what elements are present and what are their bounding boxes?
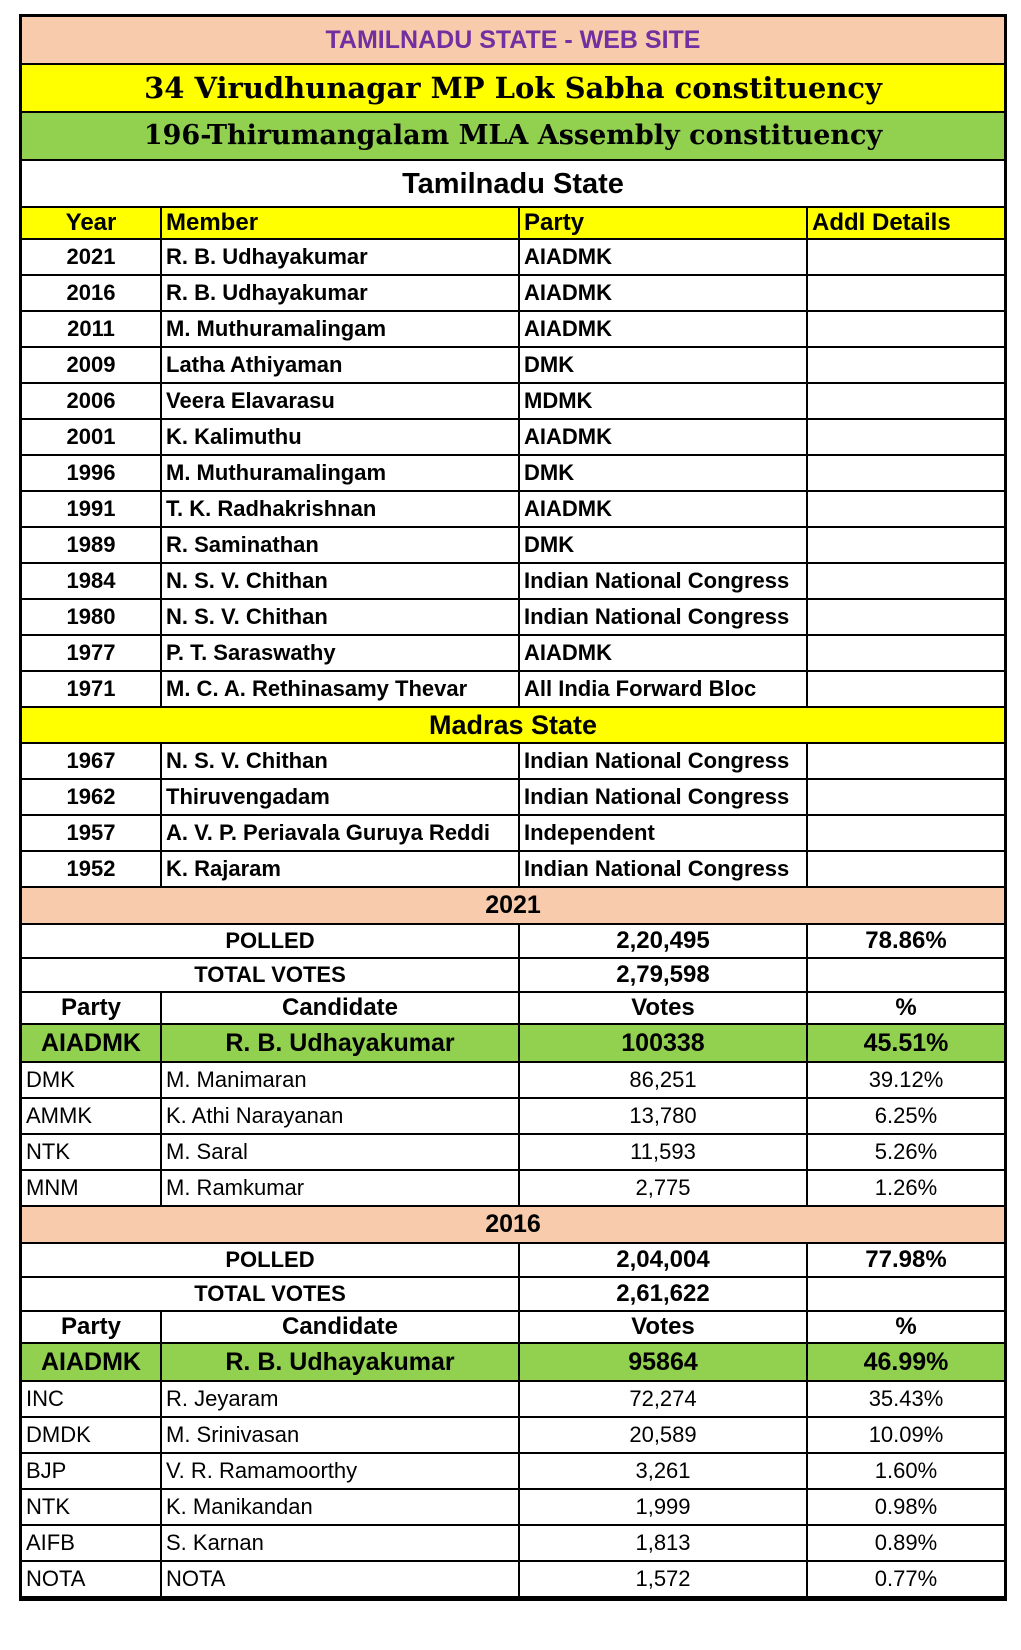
member-name: A. V. P. Periavala Guruya Reddi [161,815,519,851]
member-row [22,815,1004,851]
candidate-row [22,1525,1004,1561]
candidate-row [22,1417,1004,1453]
total-votes-row [22,958,1004,992]
member-details [807,527,1004,563]
candidate-name: NOTA [161,1561,519,1597]
candidate-party: INC [22,1381,161,1417]
mp-constituency-title: 34 Virudhunagar MP Lok Sabha constituency [22,65,1004,113]
member-details [807,311,1004,347]
percent-header: % [807,1311,1004,1343]
member-row [22,563,1004,599]
member-party: DMK [519,455,807,491]
member-row [22,239,1004,275]
party-column-header: Party [519,208,807,239]
member-name: R. B. Udhayakumar [161,239,519,275]
candidate-row [22,1381,1004,1417]
candidate-name: V. R. Ramamoorthy [161,1453,519,1489]
candidate-row [22,1561,1004,1597]
member-year: 1971 [22,671,161,707]
member-year: 2009 [22,347,161,383]
constituency-sheet [19,14,1007,1601]
member-party: DMK [519,527,807,563]
candidate-percent: 1.60% [807,1453,1004,1489]
member-details [807,275,1004,311]
member-details [807,779,1004,815]
candidate-votes: 1,999 [519,1489,807,1525]
candidate-name: K. Athi Narayanan [161,1098,519,1134]
member-party: AIADMK [519,419,807,455]
candidate-votes: 11,593 [519,1134,807,1170]
members-table [22,208,1004,888]
member-year: 2021 [22,239,161,275]
candidate-party: DMDK [22,1417,161,1453]
candidate-header: Candidate [161,992,519,1024]
member-year: 1996 [22,455,161,491]
candidate-name: S. Karnan [161,1525,519,1561]
candidate-name: K. Manikandan [161,1489,519,1525]
member-party: Indian National Congress [519,563,807,599]
member-party: All India Forward Bloc [519,671,807,707]
member-year: 2011 [22,311,161,347]
winner-percent: 45.51% [807,1024,1004,1062]
member-name: M. Muthuramalingam [161,455,519,491]
result-year-row [22,888,1004,924]
member-column-header: Member [161,208,519,239]
member-party: Independent [519,815,807,851]
result-year-row [22,1207,1004,1243]
member-party: DMK [519,347,807,383]
member-party: Indian National Congress [519,779,807,815]
result-header-row [22,992,1004,1024]
member-name: T. K. Radhakrishnan [161,491,519,527]
candidate-votes: 3,261 [519,1453,807,1489]
member-details [807,635,1004,671]
candidate-percent: 1.26% [807,1170,1004,1206]
member-year: 1962 [22,779,161,815]
candidate-votes: 20,589 [519,1417,807,1453]
member-name: M. Muthuramalingam [161,311,519,347]
percent-header: % [807,992,1004,1024]
candidate-header: Candidate [161,1311,519,1343]
candidate-percent: 5.26% [807,1134,1004,1170]
total-votes-label: TOTAL VOTES [22,1277,519,1311]
member-party: Indian National Congress [519,851,807,887]
members-header-row [22,208,1004,239]
candidate-party: DMK [22,1062,161,1098]
polled-percent: 77.98% [807,1243,1004,1277]
member-party: Indian National Congress [519,743,807,779]
candidate-row [22,1170,1004,1206]
result-header-row [22,1311,1004,1343]
winner-row [22,1343,1004,1381]
member-row [22,383,1004,419]
candidate-percent: 6.25% [807,1098,1004,1134]
member-name: K. Kalimuthu [161,419,519,455]
member-row [22,779,1004,815]
candidate-row [22,1489,1004,1525]
member-name: R. Saminathan [161,527,519,563]
member-year: 2006 [22,383,161,419]
site-title: TAMILNADU STATE - WEB SITE [22,17,1004,65]
winner-candidate: R. B. Udhayakumar [161,1024,519,1062]
polled-value: 2,04,004 [519,1243,807,1277]
member-row [22,851,1004,887]
member-party: AIADMK [519,239,807,275]
winner-percent: 46.99% [807,1343,1004,1381]
total-votes-row [22,1277,1004,1311]
winner-row [22,1024,1004,1062]
total-votes-percent [807,1277,1004,1311]
member-year: 2001 [22,419,161,455]
candidate-percent: 0.98% [807,1489,1004,1525]
member-details [807,743,1004,779]
winner-candidate: R. B. Udhayakumar [161,1343,519,1381]
member-name: N. S. V. Chithan [161,599,519,635]
candidate-percent: 10.09% [807,1417,1004,1453]
member-details [807,815,1004,851]
member-row [22,455,1004,491]
candidate-row [22,1062,1004,1098]
member-details [807,563,1004,599]
candidate-row [22,1453,1004,1489]
candidate-party: AMMK [22,1098,161,1134]
candidate-party: NOTA [22,1561,161,1597]
winner-party: AIADMK [22,1024,161,1062]
member-row [22,347,1004,383]
candidate-party: MNM [22,1170,161,1206]
winner-votes: 95864 [519,1343,807,1381]
member-party: Indian National Congress [519,599,807,635]
party-header: Party [22,992,161,1024]
member-name: Veera Elavarasu [161,383,519,419]
candidate-percent: 39.12% [807,1062,1004,1098]
polled-row [22,1243,1004,1277]
votes-header: Votes [519,1311,807,1343]
election-result-table [22,1207,1004,1598]
total-votes-value: 2,79,598 [519,958,807,992]
party-header: Party [22,1311,161,1343]
member-details [807,491,1004,527]
member-name: N. S. V. Chithan [161,563,519,599]
member-year: 1977 [22,635,161,671]
madras-state-heading: Madras State [22,707,1004,743]
total-votes-label: TOTAL VOTES [22,958,519,992]
member-party: MDMK [519,383,807,419]
state-heading: Tamilnadu State [22,161,1004,208]
votes-header: Votes [519,992,807,1024]
member-name: Thiruvengadam [161,779,519,815]
member-name: P. T. Saraswathy [161,635,519,671]
candidate-votes: 72,274 [519,1381,807,1417]
member-year: 1984 [22,563,161,599]
member-row [22,635,1004,671]
candidate-votes: 13,780 [519,1098,807,1134]
candidate-name: R. Jeyaram [161,1381,519,1417]
total-votes-percent [807,958,1004,992]
member-row [22,311,1004,347]
candidate-party: BJP [22,1453,161,1489]
candidate-party: NTK [22,1134,161,1170]
member-details [807,599,1004,635]
member-year: 1957 [22,815,161,851]
result-year: 2016 [22,1207,1004,1243]
member-row [22,671,1004,707]
member-details [807,347,1004,383]
election-result-table [22,888,1004,1207]
member-name: N. S. V. Chithan [161,743,519,779]
candidate-party: NTK [22,1489,161,1525]
result-year: 2021 [22,888,1004,924]
member-name: R. B. Udhayakumar [161,275,519,311]
member-year: 1989 [22,527,161,563]
member-row [22,599,1004,635]
polled-percent: 78.86% [807,924,1004,958]
member-details [807,851,1004,887]
total-votes-value: 2,61,622 [519,1277,807,1311]
member-details [807,383,1004,419]
madras-state-row [22,707,1004,743]
winner-party: AIADMK [22,1343,161,1381]
member-year: 2016 [22,275,161,311]
member-details [807,239,1004,275]
member-row [22,491,1004,527]
polled-row [22,924,1004,958]
candidate-row [22,1098,1004,1134]
polled-label: POLLED [22,1243,519,1277]
candidate-percent: 0.77% [807,1561,1004,1597]
member-party: AIADMK [519,311,807,347]
member-row [22,275,1004,311]
polled-label: POLLED [22,924,519,958]
mla-constituency-title: 196-Thirumangalam MLA Assembly constituency [22,113,1004,161]
candidate-name: M. Ramkumar [161,1170,519,1206]
member-name: M. C. A. Rethinasamy Thevar [161,671,519,707]
candidate-percent: 35.43% [807,1381,1004,1417]
member-details [807,455,1004,491]
candidate-percent: 0.89% [807,1525,1004,1561]
member-row [22,743,1004,779]
member-details [807,419,1004,455]
member-year: 1952 [22,851,161,887]
member-year: 1991 [22,491,161,527]
member-party: AIADMK [519,635,807,671]
polled-value: 2,20,495 [519,924,807,958]
member-row [22,527,1004,563]
candidate-party: AIFB [22,1525,161,1561]
candidate-votes: 2,775 [519,1170,807,1206]
candidate-name: M. Manimaran [161,1062,519,1098]
candidate-votes: 1,813 [519,1525,807,1561]
details-column-header: Addl Details [807,208,1004,239]
member-party: AIADMK [519,275,807,311]
member-name: Latha Athiyaman [161,347,519,383]
member-details [807,671,1004,707]
member-year: 1980 [22,599,161,635]
member-year: 1967 [22,743,161,779]
member-name: K. Rajaram [161,851,519,887]
candidate-votes: 1,572 [519,1561,807,1597]
candidate-name: M. Saral [161,1134,519,1170]
winner-votes: 100338 [519,1024,807,1062]
member-party: AIADMK [519,491,807,527]
candidate-name: M. Srinivasan [161,1417,519,1453]
candidate-votes: 86,251 [519,1062,807,1098]
candidate-row [22,1134,1004,1170]
year-column-header: Year [22,208,161,239]
member-row [22,419,1004,455]
